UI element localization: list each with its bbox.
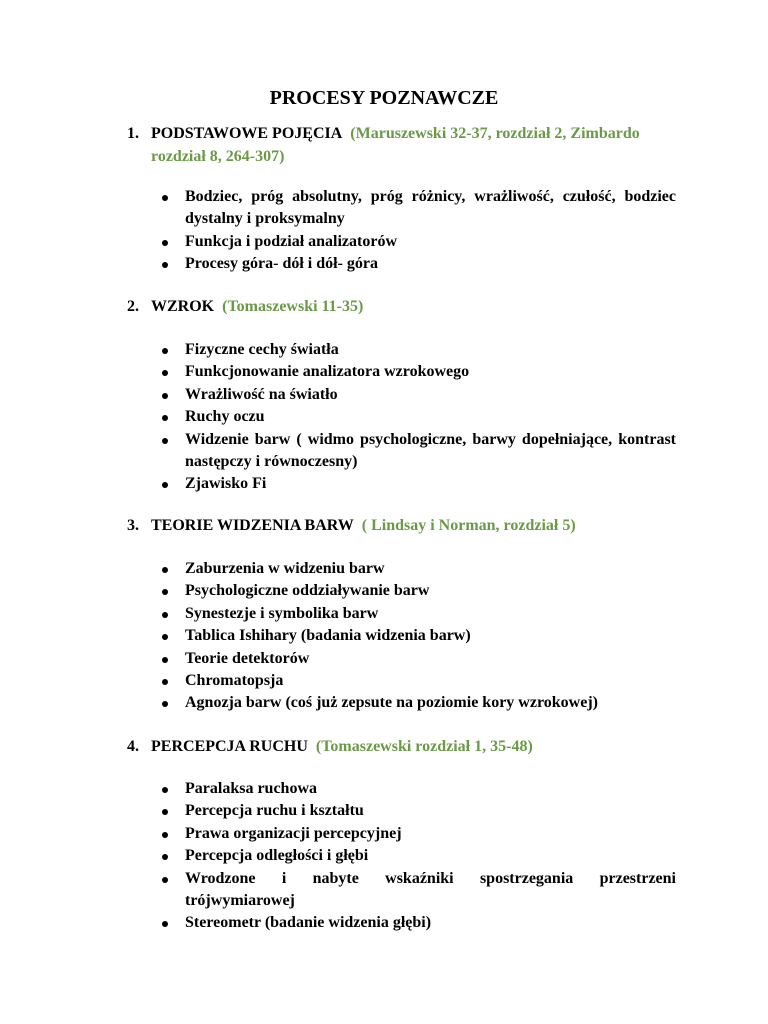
list-item: Widzenie barw ( widmo psychologiczne, barwy dopełniające, kontrast następczy i równoczesny) bbox=[160, 429, 676, 474]
list-item: Prawa organizacji percepcyjnej bbox=[160, 823, 676, 845]
section-reference: (Tomaszewski rozdział 1, 35-48) bbox=[315, 738, 533, 755]
list-item: Teorie detektorów bbox=[160, 648, 676, 670]
section-number: 1. bbox=[127, 125, 139, 142]
bullet-icon bbox=[162, 567, 168, 573]
bullet-icon bbox=[162, 438, 168, 444]
section-reference: (Tomaszewski 11-35) bbox=[222, 298, 364, 315]
list-item: Ruchy oczu bbox=[160, 406, 676, 428]
bullet-icon bbox=[162, 701, 168, 707]
list-item: Zaburzenia w widzeniu barw bbox=[160, 558, 676, 580]
bullet-icon bbox=[162, 832, 168, 838]
bullet-icon bbox=[162, 482, 168, 488]
list-item: Chromatopsja bbox=[160, 670, 676, 692]
section-reference: ( Lindsay i Norman, rozdział 5) bbox=[361, 517, 576, 534]
list-item: Funkcja i podział analizatorów bbox=[160, 231, 676, 253]
bullet-icon bbox=[162, 370, 168, 376]
list-item: Funkcjonowanie analizatora wzrokowego bbox=[160, 361, 676, 383]
section-title: TEORIE WIDZENIA BARW bbox=[151, 517, 354, 534]
list-item: Tablica Ishihary (badania widzenia barw) bbox=[160, 625, 676, 647]
section-item-list bbox=[160, 558, 676, 715]
list-item: Psychologiczne oddziaływanie barw bbox=[160, 580, 676, 602]
bullet-icon bbox=[162, 240, 168, 246]
bullet-icon bbox=[162, 195, 168, 201]
section-title: PERCEPCJA RUCHU bbox=[151, 738, 308, 755]
list-item: Agnozja barw (coś już zepsute na poziomie kory wzrokowej) bbox=[160, 692, 676, 714]
section-title: WZROK bbox=[151, 298, 215, 315]
bullet-icon bbox=[162, 877, 168, 883]
bullet-icon bbox=[162, 679, 168, 685]
section-item-list bbox=[160, 778, 676, 935]
list-item: Percepcja ruchu i kształtu bbox=[160, 800, 676, 822]
bullet-icon bbox=[162, 854, 168, 860]
section-heading bbox=[127, 295, 647, 318]
list-item: Percepcja odległości i głębi bbox=[160, 845, 676, 867]
section-item-list bbox=[160, 186, 676, 276]
section-heading bbox=[127, 122, 647, 168]
section-number: 2. bbox=[127, 298, 139, 315]
bullet-icon bbox=[162, 921, 168, 927]
section-number: 4. bbox=[127, 738, 139, 755]
list-item: Procesy góra- dół i dół- góra bbox=[160, 253, 676, 275]
bullet-icon bbox=[162, 657, 168, 663]
section-item-list bbox=[160, 339, 676, 496]
list-item: Zjawisko Fi bbox=[160, 473, 676, 495]
bullet-icon bbox=[162, 787, 168, 793]
list-item: Wrażliwość na światło bbox=[160, 384, 676, 406]
list-item: Stereometr (badanie widzenia głębi) bbox=[160, 912, 676, 934]
section-number: 3. bbox=[127, 517, 139, 534]
list-item: Synestezje i symbolika barw bbox=[160, 603, 676, 625]
list-item: Paralaksa ruchowa bbox=[160, 778, 676, 800]
bullet-icon bbox=[162, 589, 168, 595]
bullet-icon bbox=[162, 612, 168, 618]
bullet-icon bbox=[162, 262, 168, 268]
bullet-icon bbox=[162, 415, 168, 421]
bullet-icon bbox=[162, 393, 168, 399]
section-heading bbox=[127, 514, 647, 537]
section-heading bbox=[127, 735, 647, 758]
list-item: Wrodzone i nabyte wskaźniki spostrzegania przestrzeni trójwymiarowej bbox=[160, 868, 676, 913]
bullet-icon bbox=[162, 634, 168, 640]
section-title: PODSTAWOWE POJĘCIA bbox=[151, 125, 343, 142]
document-title: PROCESY POZNAWCZE bbox=[269, 87, 499, 109]
list-item: Fizyczne cechy światła bbox=[160, 339, 676, 361]
bullet-icon bbox=[162, 809, 168, 815]
bullet-icon bbox=[162, 348, 168, 354]
list-item: Bodziec, próg absolutny, próg różnicy, wrażliwość, czułość, bodziec dystalny i proksymalny bbox=[160, 186, 676, 231]
section-reference: (Maruszewski 32-37, rozdział 2, Zimbardo rozdział 8, 264-307) bbox=[151, 125, 640, 165]
